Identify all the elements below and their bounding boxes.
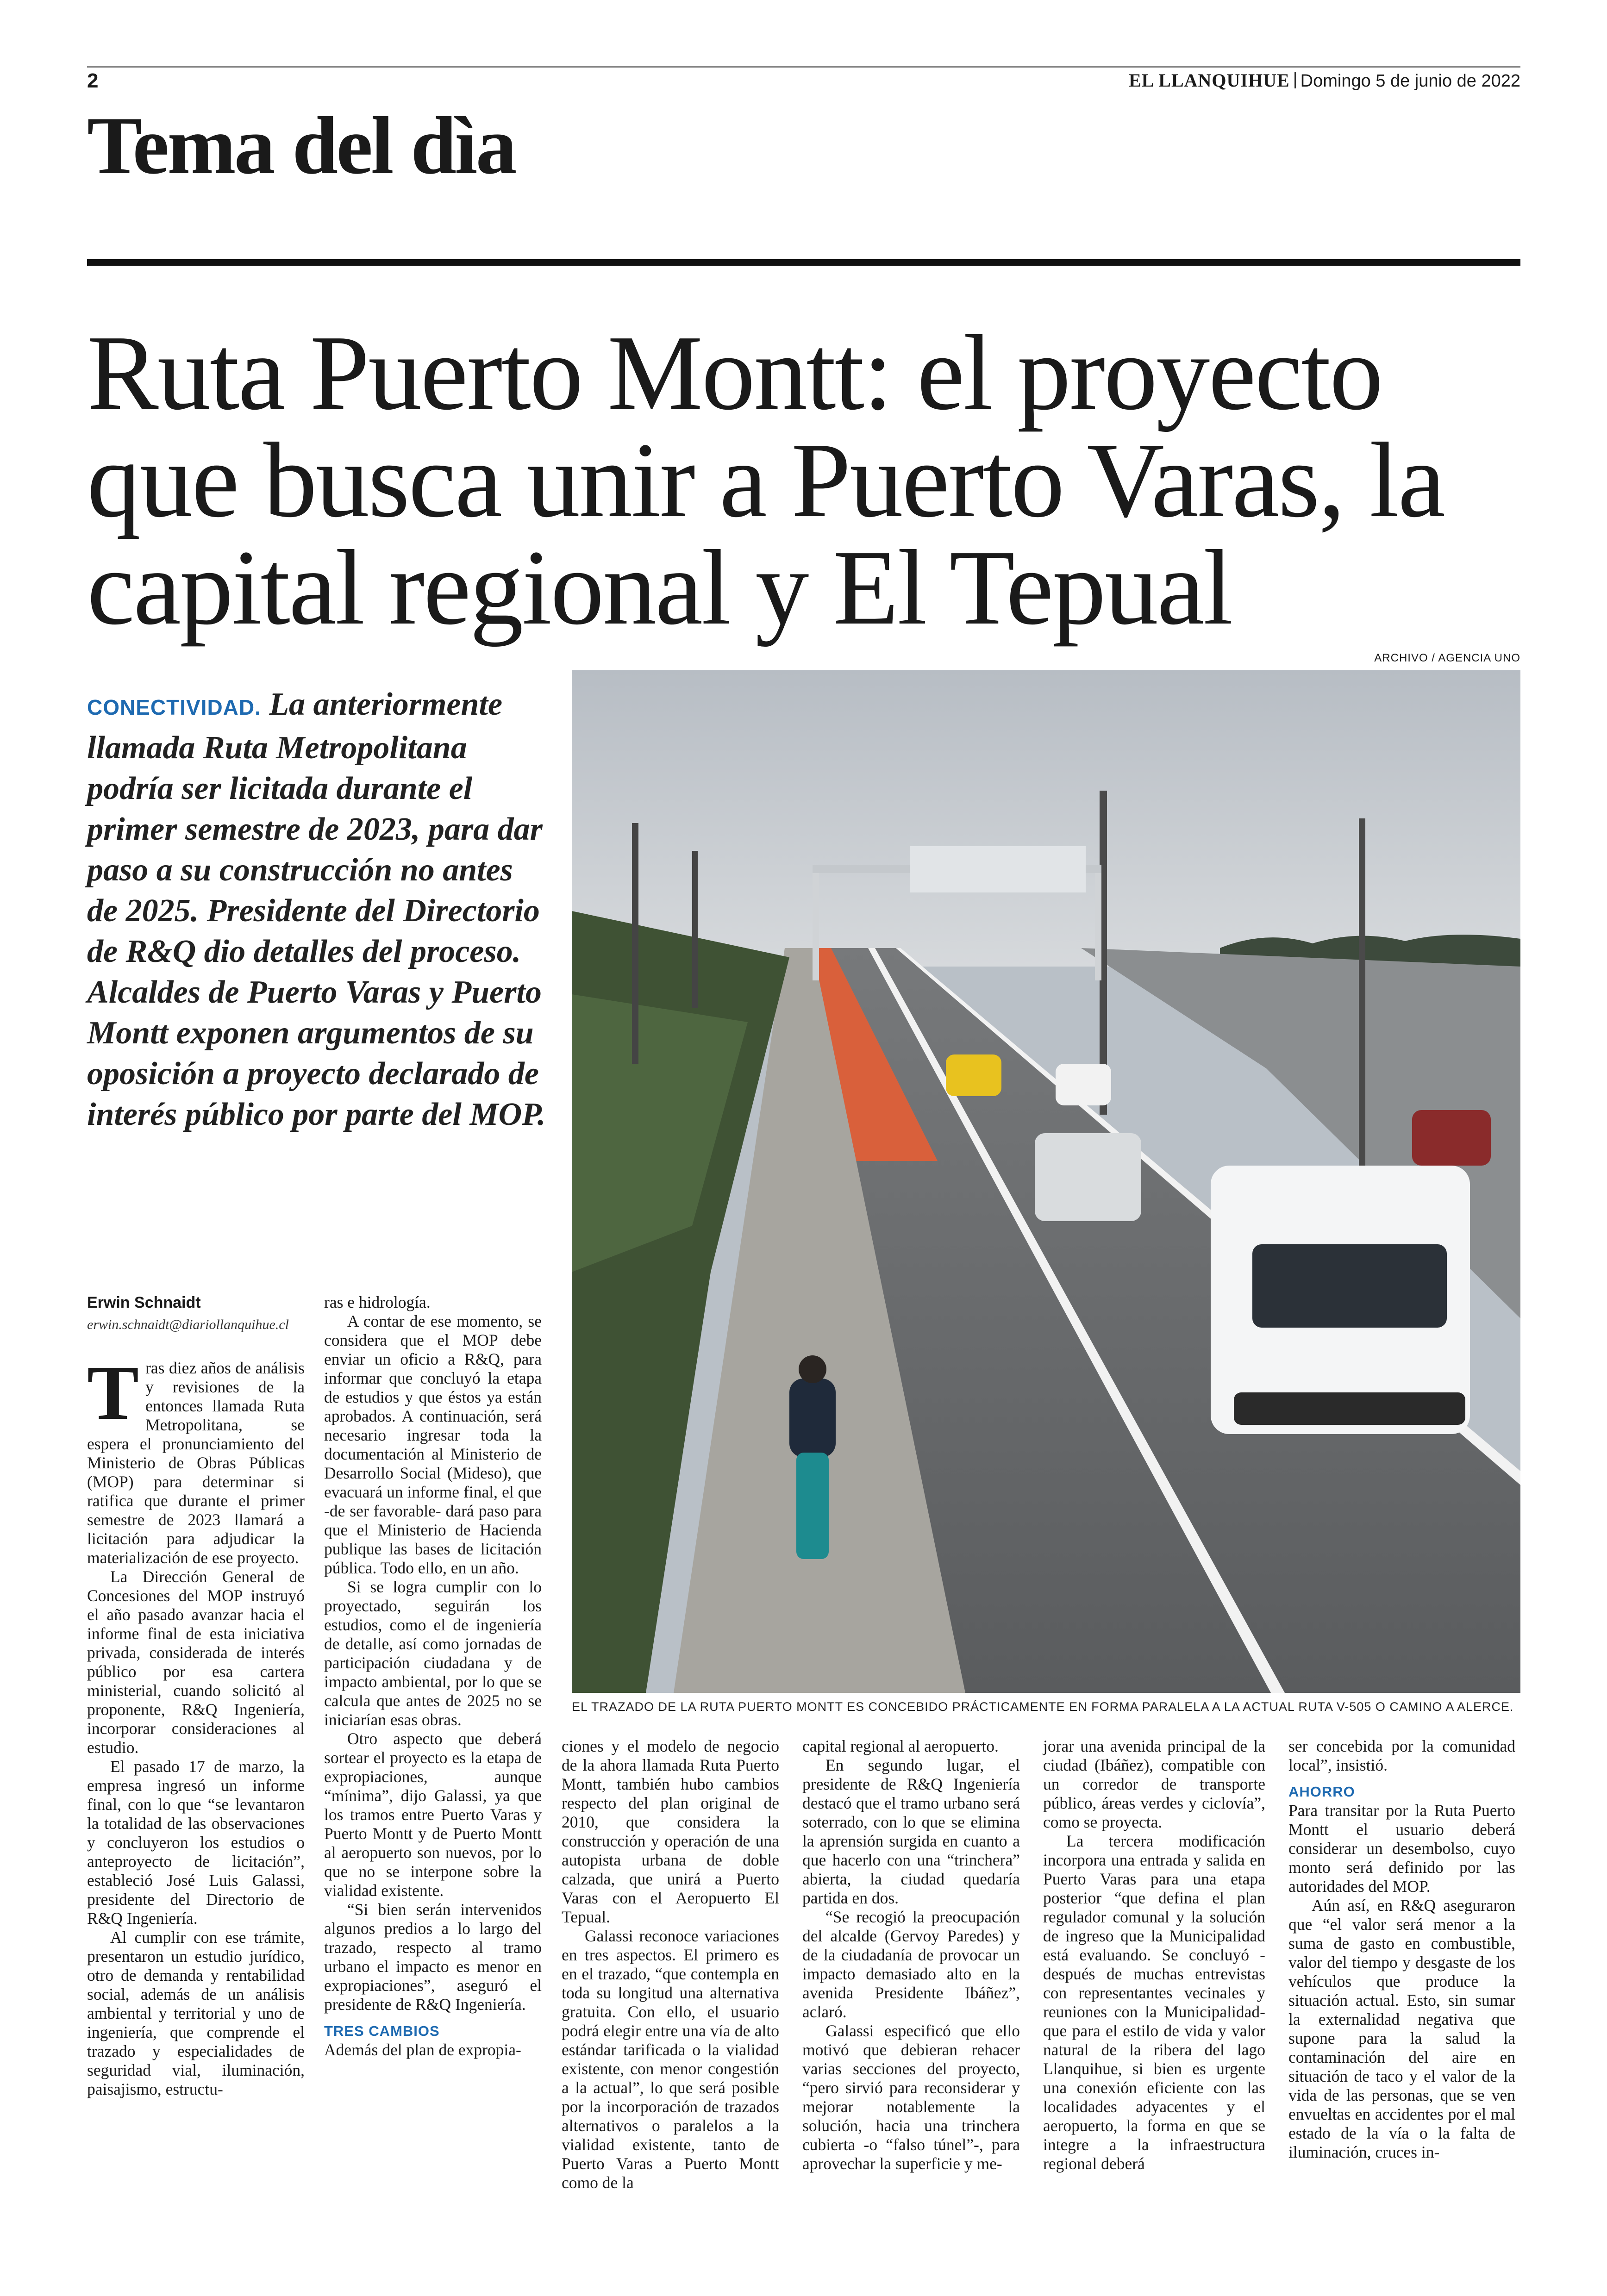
drop-cap: T: [87, 1350, 139, 1436]
page-number: 2: [87, 69, 99, 92]
white-car: [1056, 1064, 1111, 1105]
pole-4: [1359, 818, 1365, 1179]
photo-caption: EL TRAZADO DE LA RUTA PUERTO MONTT ES CONCEBIDO PRÁCTICAMENTE EN FORMA PARALELA A LA ACTUAL RUTA V-505 O CAMINO A ALERCE.: [572, 1700, 1514, 1714]
body-column-6: [1288, 1737, 1515, 2162]
lead-text: La anteriormente llamada Ruta Metropolitana podría ser licitada durante el primer semestre de 2023, para dar paso a su construcción no antes de 2025. Presidente del Directorio de R&Q dio detalles del proceso. Alcaldes de Puerto Varas y Puerto Montt exponen argumentos de su oposición a proyecto declarado de interés público por parte del MOP.: [87, 686, 546, 1132]
body-paragraph: El pasado 17 de marzo, la empresa ingresó un informe final, con lo que “se levantaron la totalidad de las observaciones y concluyeron los estudios o anteproyecto de licitación”, estableció José Luis Galassi, presidente del Directorio de R&Q Ingeniería.: [87, 1757, 305, 1928]
newspaper-name: EL LLANQUIHUE: [1129, 70, 1290, 91]
section-rule: [87, 259, 1520, 266]
body-paragraph: ser concebida por la comunidad local”, insistió.: [1288, 1737, 1515, 1774]
body-paragraph: capital regional al aeropuerto.: [802, 1737, 999, 1755]
taxi: [946, 1054, 1001, 1096]
pedestrian-body: [789, 1379, 836, 1457]
masthead-separator: [1294, 72, 1296, 88]
van-bumper: [1234, 1392, 1465, 1425]
masthead: [1129, 69, 1520, 91]
body-paragraph: Otro aspecto que deberá sortear el proyecto es la etapa de expropiaciones, aunque “mínima”, dijo Galassi, ya que los tramos entre Puerto Varas y Puerto Montt y de Puerto Montt al aeropuerto son nuevos, por lo que no se interpone sobre la vialidad existente.: [324, 1729, 542, 1900]
body-column-2: [324, 1293, 542, 2059]
body-column-1: [87, 1350, 305, 2099]
body-paragraph: Además del plan de expropia-: [324, 2040, 521, 2059]
sky: [572, 670, 1520, 967]
billboard: [910, 846, 1086, 892]
body-paragraph: La tercera modificación incorpora una entrada y salida en Puerto Varas para una etapa posterior “que defina el plan regulador comunal y la solución de ingreso que la Municipalidad está evaluando. Se concluyó -después de muchas entrevistas con representantes vecinales y reuniones con la Municipalidad- que para el estilo de vida y valor natural de la ribera del lago Llanquihue, si bien es urgente una conexión eficiente con las localidades adyacentes y el aeropuerto, la forma en que se integre a la infraestructura regional deberá: [1043, 1832, 1265, 2173]
body-paragraph: Para transitar por la Ruta Puerto Montt el usuario deberá considerar un desembolso, cuyo monto será definido por las autoridades del MOP.: [1288, 1801, 1515, 1896]
byline-email: erwin.schnaidt@diariollanquihue.cl: [87, 1317, 289, 1332]
subhead-ahorro: AHORRO: [1288, 1784, 1355, 1800]
body-paragraph: “Si bien serán intervenidos algunos predios a lo largo del trazado, respecto al tramo urbano el impacto es menor en expropiaciones”, aseguró el presidente de R&Q Ingeniería.: [324, 1900, 542, 2014]
body-column-3: [562, 1737, 779, 2192]
gantry-left: [813, 865, 819, 980]
section-title: Tema del dìa: [87, 100, 515, 191]
pole-1: [632, 823, 638, 1064]
top-rule: [87, 66, 1520, 68]
body-paragraph: Aún así, en R&Q aseguraron que “el valor será menor a la suma de gasto en combustible, valor del tiempo y desgaste de los vehículos que produce la situación actual. Esto, sin sumar la externalidad negativa que supone para la salud la contaminación del aire en situación de taco y el valor de la vida de las personas, que se ven envueltas en accidentes por el mal estado de la vía o la falta de iluminación, cruces in-: [1288, 1896, 1515, 2161]
body-paragraph: Si se logra cumplir con lo proyectado, seguirán los estudios, como el de ingeniería de detalle, así como jornadas de participación ciudadana y de impacto ambiental, por lo que se calcula que antes de 2025 no se iniciarían esas obras.: [324, 1578, 542, 1729]
body-paragraph: Galassi especificó que ello motivó que debieran rehacer varias secciones del proyecto, “pero sirvió para reconsiderar y mejorar notablemente la solución, hacia una trinchera cubierta -o “falso túnel”-, para aprovechar la superficie y me-: [802, 2021, 1020, 2173]
pole-2: [692, 851, 698, 1008]
body-paragraph: En segundo lugar, el presidente de R&Q Ingeniería destacó que el tramo urbano será soterrado, con lo que se elimina la aprensión surgida en cuanto a que hacerlo con una “trinchera” abierta, la ciudad quedaría partida en dos.: [802, 1756, 1020, 1907]
headline: Ruta Puerto Montt: el proyecto que busca unir a Puerto Varas, la capital regional y El Tepual: [87, 313, 1444, 647]
gantry-right: [1095, 865, 1101, 980]
photo-credit: ARCHIVO / AGENCIA UNO: [1374, 652, 1520, 664]
body-paragraph: Al cumplir con ese trámite, presentaron un estudio jurídico, otro de demanda y rentabilidad social, además de un análisis ambiental y territorial y uno de ingeniería, que comprende el trazado y especialidades de seguridad vial, iluminación, paisajismo, estructu-: [87, 1928, 305, 2098]
body-paragraph: jorar una avenida principal de la ciudad (Ibáñez), compatible con un corredor de transporte público, áreas verdes y ciclovía”, como se proyecta.: [1043, 1737, 1265, 1831]
body-paragraph: ciones y el modelo de negocio de la ahora llamada Ruta Puerto Montt, también hubo cambios respecto del plan original de 2010, que considera la construcción y operación de una autopista urbana de doble calzada, que unirá a Puerto Varas con el Aeropuerto El Tepual.: [562, 1737, 779, 1926]
red-car: [1412, 1110, 1491, 1166]
lead-kicker: CONECTIVIDAD.: [87, 695, 261, 719]
byline-name: Erwin Schnaidt: [87, 1294, 201, 1311]
body-paragraph: Galassi reconoce variaciones en tres aspectos. El primero es en el trazado, “que contempla en toda su longitud una alternativa gratuita. Con ello, el usuario podrá elegir entre una vía de alto estándar tarificada o la vialidad existente, con menor congestión a la actual”, lo que será posible por la incorporación de trazados alternativos o paralelos a la vialidad existente, tanto de Puerto Varas a Puerto Montt como de la: [562, 1927, 779, 2192]
body-paragraph: “Se recogió la preocupación del alcalde (Gervoy Paredes) y de la ciudadanía de provocar un impacto demasiado alto en la avenida Presidente Ibáñez”, aclaró.: [802, 1908, 1020, 2021]
pickup-truck: [1035, 1133, 1141, 1221]
body-paragraph: [87, 1350, 305, 1567]
body-paragraph: A contar de ese momento, se considera que el MOP debe enviar un oficio a R&Q, para informar que concluyó la etapa de estudios y que éstos ya están aprobados. A continuación, será necesario ingresar toda la documentación al Ministerio de Desarrollo Social (Mideso), que evacuará un informe final, el que -de ser favorable- dará paso para que el Ministerio de Hacienda publique las bases de licitación pública. Todo ello, en un año.: [324, 1312, 542, 1577]
van-windshield: [1252, 1244, 1447, 1328]
pedestrian-legs: [796, 1453, 829, 1559]
paragraph-text: ras diez años de análisis y revisiones de la entonces llamada Ruta Metropolitana, se espera el pronunciamiento del Ministerio de Obras Públicas (MOP) para determinar si ratifica que durante el primer semestre de 2023 llamará a licitación para adjudicar la materialización de ese proyecto.: [87, 1359, 305, 1567]
lead-paragraph: [87, 684, 550, 1135]
pedestrian-head: [799, 1355, 826, 1383]
road-photo: [572, 670, 1520, 1693]
body-paragraph: La Dirección General de Concesiones del MOP instruyó el año pasado avanzar hacia el informe final de esta iniciativa privada, considerada de interés público por esa cartera ministerial, cuando solicitó al proponente, R&Q Ingeniería, incorporar consideraciones al estudio.: [87, 1567, 305, 1757]
issue-date: Domingo 5 de junio de 2022: [1300, 71, 1520, 91]
body-column-4: [802, 1737, 1020, 2173]
road-photo-illustration: [572, 670, 1520, 1693]
subhead-tres-cambios: TRES CAMBIOS: [324, 2023, 440, 2039]
body-column-5: [1043, 1737, 1265, 2173]
body-paragraph: ras e hidrología.: [324, 1293, 431, 1311]
